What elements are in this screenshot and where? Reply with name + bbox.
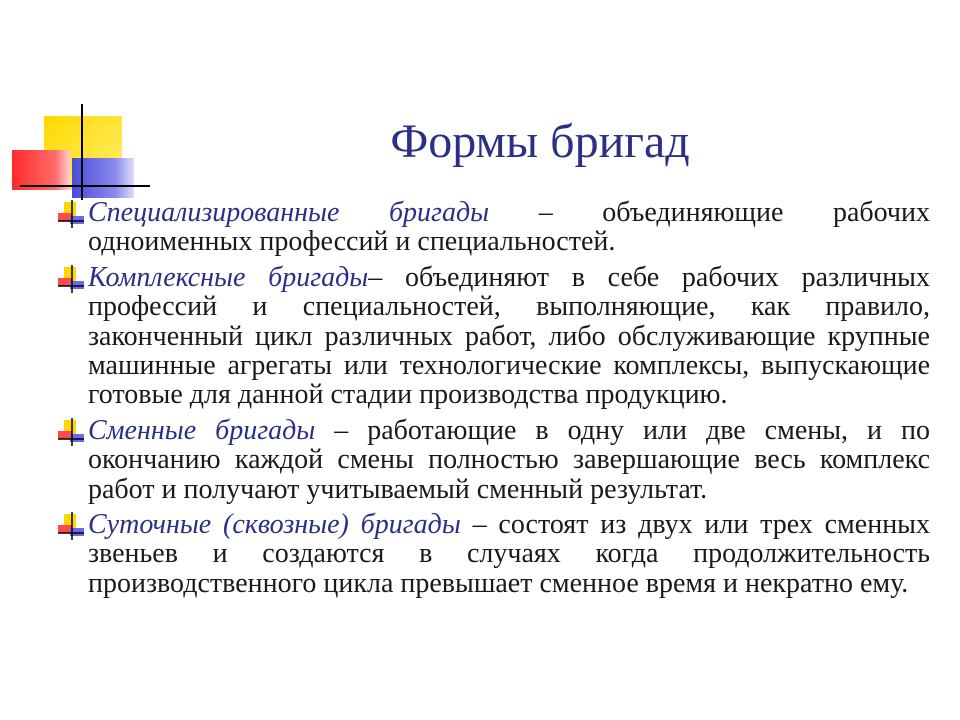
list-item (88, 416, 930, 504)
slide-title: Формы бригад (390, 115, 690, 168)
item-term: Комплексные бригады (88, 261, 369, 293)
square-bullet-icon (48, 418, 84, 446)
item-text: – объединяющие рабочих одноименных профессий и специальностей. (88, 197, 930, 258)
item-term: Специализированные бригады (88, 197, 490, 228)
list-item (88, 510, 930, 598)
square-bullet-icon (48, 265, 84, 293)
bullet-list (88, 198, 930, 604)
item-text: – состоят из двух или трех сменных звеньев и создаются в случаях когда продолжительность производственного цикла превышает сменное время и некратно ему. (88, 509, 930, 599)
list-item (88, 263, 930, 410)
item-term: Сменные бригады (88, 414, 316, 446)
item-text: – работающие в одну или две смены, и по окончанию каждой смены полностью завершающие весь комплекс работ и получают учитываемый сменный результат. (88, 414, 930, 505)
item-text: – объединяют в себе рабочих различных профессий и специальностей, выполняющие, как правило, законченный цикл различных работ, либо обслуживающие крупные машинные агрегаты или технологические комплексы, выпускающие готовые для данной стадии производства продукцию. (88, 261, 930, 411)
square-bullet-icon (48, 200, 84, 228)
item-term: Суточные (сквозные) бригады (88, 509, 461, 541)
square-bullet-icon (48, 512, 84, 540)
list-item (88, 198, 930, 257)
